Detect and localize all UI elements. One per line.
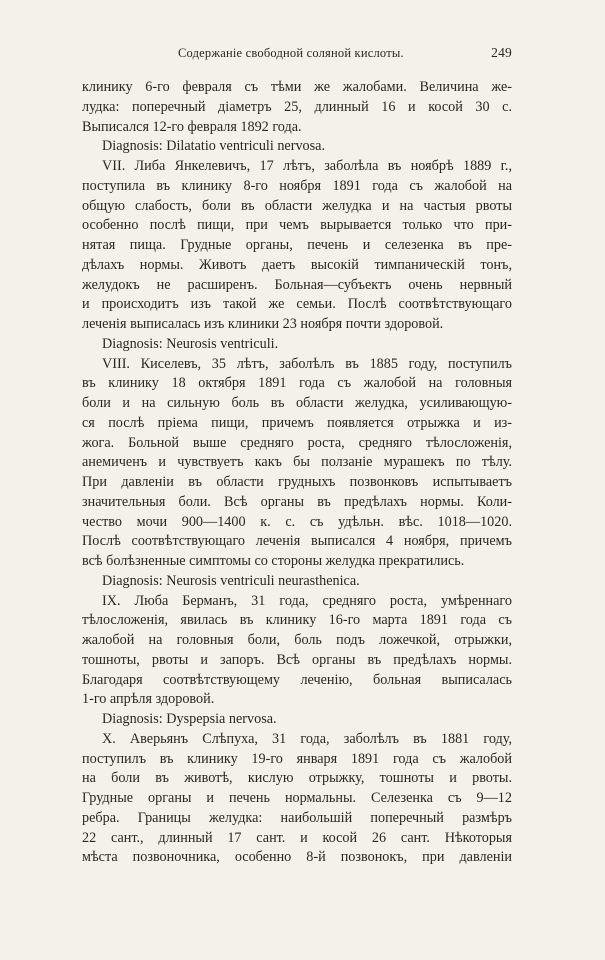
running-head	[82, 44, 512, 64]
text-line: тошноты, рвоты и запоръ. Всѣ органы въ предѣлахъ нормы.	[82, 651, 512, 668]
running-title: Содержаніе свободной соляной кислоты.	[178, 46, 404, 60]
text-line: тѣлосложенія, явилась въ клинику 16-го марта 1891 года съ	[82, 612, 512, 629]
text-line: VIII. Киселевъ, 35 лѣтъ, заболѣлъ въ 1885 году, поступилъ	[102, 355, 512, 372]
text-line: въ клинику 18 октября 1891 года съ жалобой на головныя	[82, 375, 512, 392]
text-line: мѣста позвоночника, особенно 8-й позвонокъ, при давленіи	[82, 849, 512, 866]
text-line: боли и на сильную боль въ области желудка, усиливающую-	[82, 395, 512, 411]
text-line: IX. Люба Берманъ, 31 года, средняго роста, умѣреннаго	[102, 592, 512, 609]
text-line: и происходитъ изъ такой же семьи. Послѣ соотвѣтствующаго	[82, 296, 512, 313]
text-line: Diagnosis: Neurosis ventriculi neurasthenica.	[102, 572, 360, 589]
text-line: нятая пища. Грудные органы, печень и селезенка въ пре-	[82, 237, 512, 253]
text-line: При давленіи въ области грудныхъ позвонковъ испытываетъ	[82, 474, 512, 490]
text-line: Послѣ соотвѣтствующаго леченія выписался 4 ноября, причемъ	[82, 533, 512, 550]
text-line: X. Аверьянъ Слѣпуха, 31 года, заболѣлъ въ 1881 году,	[102, 730, 512, 747]
text-line: Diagnosis: Dilatatio ventriculi nervosa.	[102, 138, 326, 155]
text-line: особенно послѣ пищи, при чемъ вырывается только что при-	[82, 217, 512, 234]
text-line: всѣ болѣзненные симптомы со стороны желудка прекратились.	[82, 553, 465, 569]
body-text	[82, 78, 512, 868]
text-line: значительныя боли. Всѣ органы въ предѣлахъ нормы. Коли-	[82, 493, 512, 510]
text-line: леченія выписалась изъ клиники 23 ноября почти здоровой.	[82, 316, 444, 332]
text-line: Благодаря соотвѣтствующему леченію, больная выписалась	[82, 671, 512, 688]
text-line: ребра. Границы желудка: наибольшій поперечный размѣръ	[82, 809, 512, 826]
text-line: общую слабость, боли въ области желудка и на частыя рвоты	[82, 197, 512, 214]
text-line: жалобой на головныя боли, боль подъ ложечкой, отрыжки,	[82, 632, 512, 648]
text-line: Diagnosis: Dyspepsia nervosa.	[102, 711, 277, 727]
text-line: Грудные органы и печень нормальны. Селезенка съ 9—12	[82, 790, 512, 806]
text-line: ся послѣ пріема пищи, причемъ появляется отрыжка и из-	[82, 414, 512, 431]
text-line: поступила въ клинику 8-го ноября 1891 года съ жалобой на	[82, 177, 512, 194]
text-line: анемиченъ и чувствуетъ какъ бы ползаніе мурашекъ по тѣлу.	[82, 454, 512, 471]
text-line: желудокъ не расширенъ. Больная—субъектъ очень нервный	[82, 276, 512, 293]
text-line: дѣлахъ нормы. Животъ даетъ высокій тимпаническій тонъ,	[82, 256, 512, 273]
text-line: VII. Либа Янкелевичъ, 17 лѣтъ, заболѣла въ ноябрѣ 1889 г.,	[102, 158, 512, 174]
text-line: 1-го апрѣля здоровой.	[82, 691, 215, 708]
text-line: чество мочи 900—1400 к. с. съ удѣльн. вѣс. 1018—1020.	[82, 513, 512, 530]
text-line: жога. Больной выше средняго роста, средняго тѣлосложенія,	[82, 434, 512, 451]
text-line: Выписался 12-го февраля 1892 года.	[82, 118, 302, 135]
text-line: лудка: поперечный діаметръ 25, длинный 16 и косой 30 с.	[82, 98, 512, 115]
text-line: поступилъ въ клинику 19-го января 1891 года съ жалобой	[82, 750, 512, 767]
text-line: клинику 6-го февраля съ тѣми же жалобами. Величина же-	[82, 79, 512, 95]
text-line: Diagnosis: Neurosis ventriculi.	[102, 335, 279, 352]
text-line: 22 сант., длинный 17 сант. и косой 26 сант. Нѣкоторыя	[82, 829, 512, 846]
text-line: на боли въ животѣ, кислую отрыжку, тошноты и рвоты.	[82, 770, 512, 787]
page-number: 249	[491, 45, 512, 60]
